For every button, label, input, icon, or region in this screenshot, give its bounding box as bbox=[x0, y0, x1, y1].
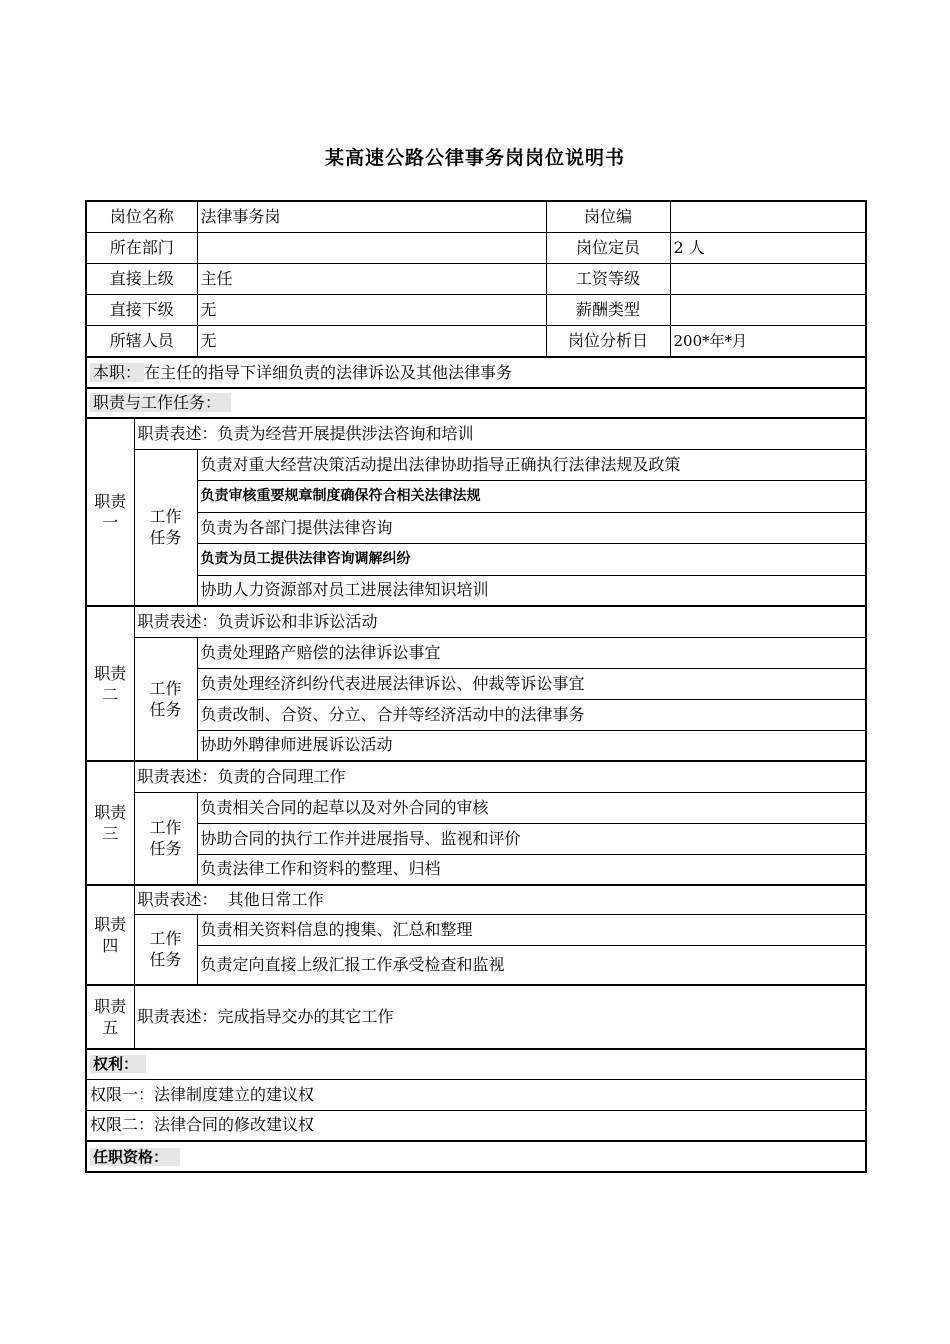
duty-desc-row bbox=[86, 885, 866, 914]
qualification-header-row bbox=[86, 1141, 866, 1172]
task-label: 工作任务 bbox=[134, 792, 197, 885]
task-row bbox=[86, 823, 866, 854]
duty-desc-row bbox=[86, 418, 866, 449]
duty-label: 职责二 bbox=[86, 606, 134, 761]
task-row bbox=[86, 575, 866, 606]
duty-main-label: 本职： bbox=[90, 363, 144, 382]
task-item: 负责为员工提供法律咨询调解纠纷 bbox=[197, 543, 866, 575]
basic-label: 岗位分析日 bbox=[546, 326, 670, 358]
basic-row bbox=[86, 233, 866, 264]
task-row bbox=[86, 792, 866, 823]
job-description-table bbox=[85, 200, 865, 1173]
task-row bbox=[86, 637, 866, 668]
duty-desc-row bbox=[86, 606, 866, 637]
rights-header-row bbox=[86, 1049, 866, 1079]
task-item: 负责为各部门提供法律咨询 bbox=[197, 512, 866, 543]
task-item: 负责改制、合资、分立、合并等经济活动中的法律事务 bbox=[197, 699, 866, 730]
basic-value bbox=[670, 295, 866, 326]
task-item: 负责处理路产赔偿的法律诉讼事宜 bbox=[197, 637, 866, 668]
duties-header: 职责与工作任务： bbox=[90, 393, 231, 412]
basic-value bbox=[670, 264, 866, 295]
right-row bbox=[86, 1079, 866, 1110]
right-row bbox=[86, 1110, 866, 1141]
basic-value: 法律事务岗 bbox=[197, 201, 546, 233]
task-row bbox=[86, 945, 866, 985]
task-item: 负责对重大经营决策活动提出法律协助指导正确执行法律法规及政策 bbox=[197, 449, 866, 480]
basic-row bbox=[86, 201, 866, 233]
duties-header-row bbox=[86, 388, 866, 418]
basic-row bbox=[86, 295, 866, 326]
basic-label: 工资等级 bbox=[546, 264, 670, 295]
duty-label: 职责四 bbox=[86, 885, 134, 985]
basic-value: 200*年*月 bbox=[670, 326, 866, 358]
basic-value: 无 bbox=[197, 295, 546, 326]
task-item: 负责法律工作和资料的整理、归档 bbox=[197, 854, 866, 885]
basic-value bbox=[197, 233, 546, 264]
duty-label: 职责三 bbox=[86, 761, 134, 885]
duty-desc: 职责表述：负责为经营开展提供涉法咨询和培训 bbox=[134, 418, 866, 449]
duty-desc: 职责表述： 其他日常工作 bbox=[134, 885, 866, 914]
basic-label: 直接下级 bbox=[86, 295, 197, 326]
task-label: 工作任务 bbox=[134, 914, 197, 985]
page-title: 某高速公路公律事务岗岗位说明书 bbox=[324, 147, 625, 169]
task-item: 协助人力资源部对员工进展法律知识培训 bbox=[197, 575, 866, 606]
task-item: 协助外聘律师进展诉讼活动 bbox=[197, 730, 866, 761]
task-row bbox=[86, 480, 866, 512]
task-label: 工作任务 bbox=[134, 637, 197, 761]
duty-desc: 职责表述：完成指导交办的其它工作 bbox=[134, 985, 866, 1049]
task-row bbox=[86, 914, 866, 945]
task-label: 工作任务 bbox=[134, 449, 197, 606]
basic-label: 所辖人员 bbox=[86, 326, 197, 358]
basic-row bbox=[86, 264, 866, 295]
task-row bbox=[86, 730, 866, 761]
basic-label: 所在部门 bbox=[86, 233, 197, 264]
basic-label: 薪酬类型 bbox=[546, 295, 670, 326]
task-item: 负责定向直接上级汇报工作承受检查和监视 bbox=[197, 945, 866, 985]
duty-main-row bbox=[86, 357, 866, 388]
right-item: 权限一：法律制度建立的建议权 bbox=[86, 1079, 866, 1110]
basic-value bbox=[670, 201, 866, 233]
qualification-header: 任职资格： bbox=[90, 1148, 180, 1166]
right-item: 权限二：法律合同的修改建议权 bbox=[86, 1110, 866, 1141]
duty-label: 职责五 bbox=[86, 985, 134, 1049]
task-item: 负责审核重要规章制度确保符合相关法律法规 bbox=[197, 480, 866, 512]
task-row bbox=[86, 699, 866, 730]
basic-value: 2 人 bbox=[670, 233, 866, 264]
duty-desc-row bbox=[86, 985, 866, 1049]
task-item: 负责相关合同的起草以及对外合同的审核 bbox=[197, 792, 866, 823]
task-row bbox=[86, 668, 866, 699]
basic-value: 主任 bbox=[197, 264, 546, 295]
task-item: 负责处理经济纠纷代表进展法律诉讼、仲裁等诉讼事宜 bbox=[197, 668, 866, 699]
task-row bbox=[86, 543, 866, 575]
basic-label: 岗位定员 bbox=[546, 233, 670, 264]
duty-main-text: 在主任的指导下详细负责的法律诉讼及其他法律事务 bbox=[144, 362, 513, 382]
task-item: 协助合同的执行工作并进展指导、监视和评价 bbox=[197, 823, 866, 854]
duty-label: 职责一 bbox=[86, 418, 134, 606]
duty-desc: 职责表述：负责的合同理工作 bbox=[134, 761, 866, 792]
basic-label: 岗位名称 bbox=[86, 201, 197, 233]
basic-value: 无 bbox=[197, 326, 546, 358]
task-item: 负责相关资料信息的搜集、汇总和整理 bbox=[197, 914, 866, 945]
task-row bbox=[86, 512, 866, 543]
basic-label: 直接上级 bbox=[86, 264, 197, 295]
rights-header: 权利： bbox=[90, 1055, 146, 1073]
task-row bbox=[86, 449, 866, 480]
duty-desc-row bbox=[86, 761, 866, 792]
duty-desc: 职责表述：负责诉讼和非诉讼活动 bbox=[134, 606, 866, 637]
basic-label: 岗位编 bbox=[546, 201, 670, 233]
task-row bbox=[86, 854, 866, 885]
basic-row bbox=[86, 326, 866, 358]
